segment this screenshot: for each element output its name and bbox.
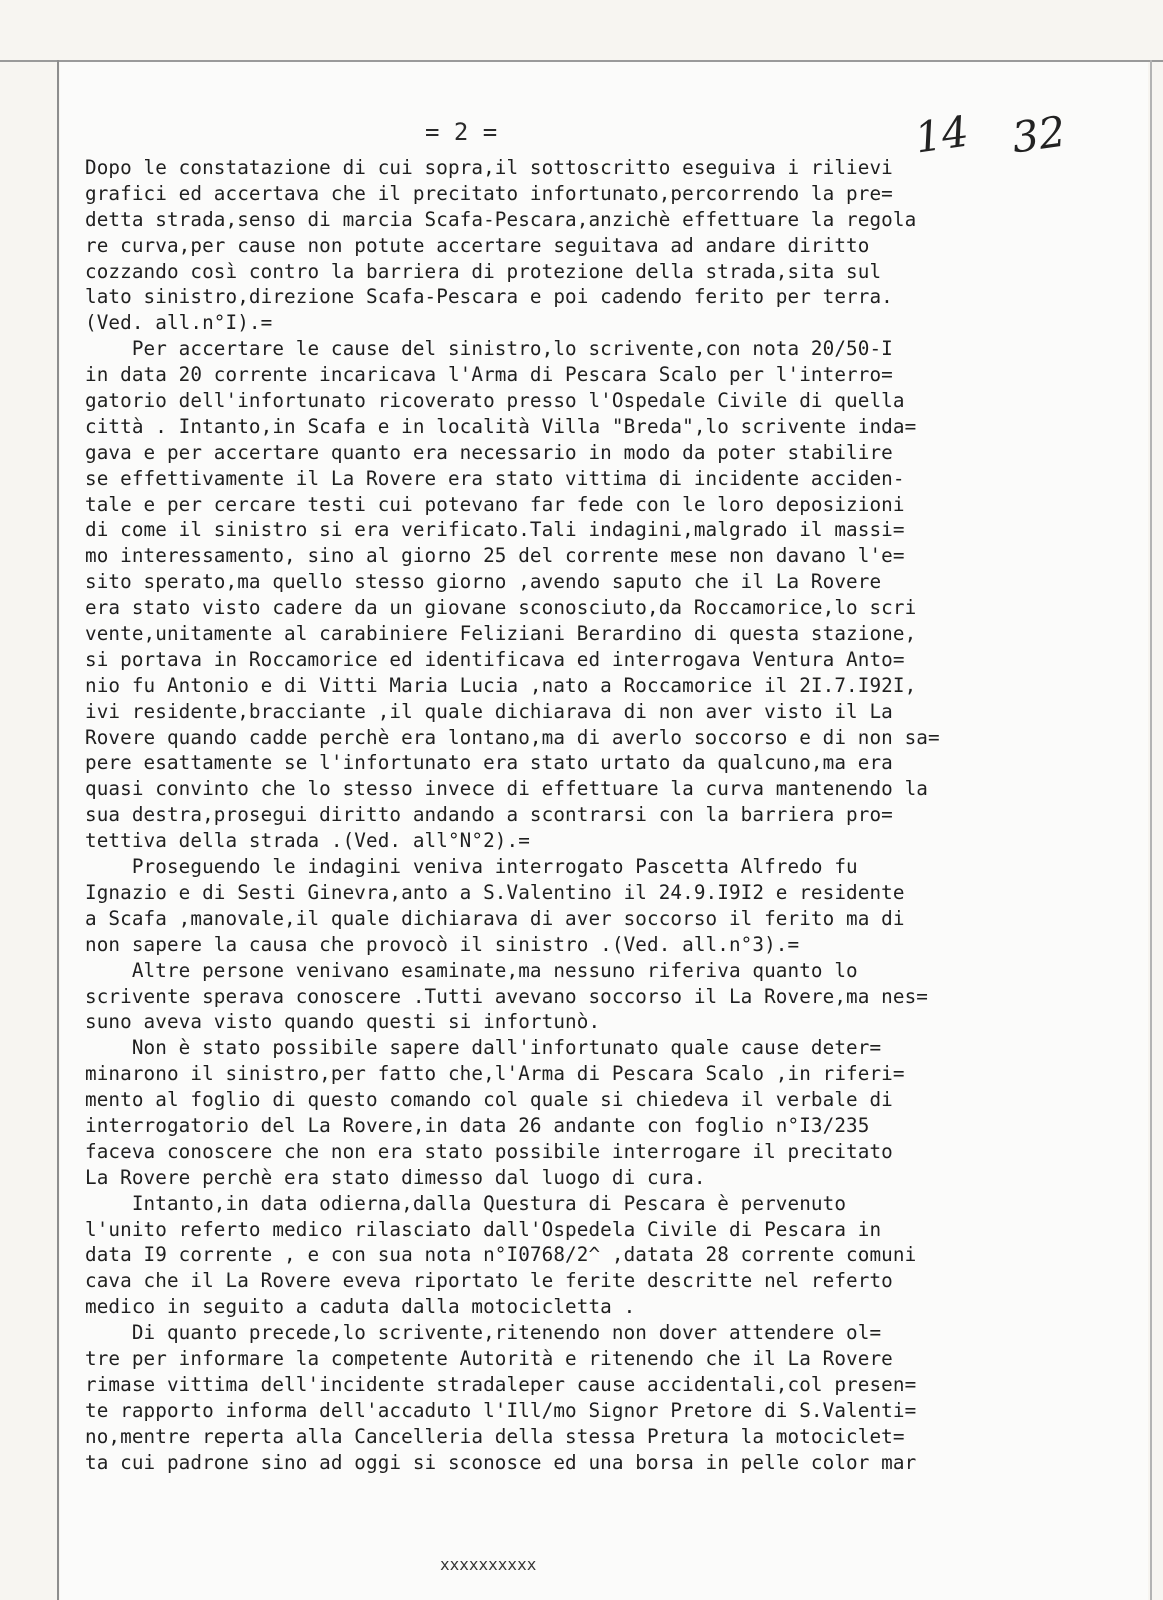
text-line: cava che il La Rovere eveva riportato le ferite descritte nel referto — [85, 1269, 893, 1293]
scan-border-left — [57, 60, 59, 1600]
text-line: era stato visto cadere da un giovane sconosciuto,da Roccamorice,lo scri — [85, 596, 917, 620]
text-line: lato sinistro,direzione Scafa-Pescara e poi cadendo ferito per terra. — [85, 285, 893, 309]
text-line: La Rovere perchè era stato dimesso dal luogo di cura. — [85, 1165, 706, 1189]
text-line: Non è stato possibile sapere dall'infortunato quale cause deter= — [85, 1036, 882, 1060]
text-line: l'unito referto medico rilasciato dall'Ospedela Civile di Pescara in — [85, 1217, 882, 1241]
text-line: minarono il sinistro,per fatto che,l'Arma di Pescara Scalo ,in riferi= — [85, 1062, 905, 1086]
text-line: a Scafa ,manovale,il quale dichiarava di aver soccorso il ferito ma di — [85, 906, 905, 930]
text-line: pere esattamente se l'infortunato era stato urtato da qualcuno,ma era — [85, 751, 893, 775]
text-line: gatorio dell'infortunato ricoverato presso l'Ospedale Civile di quella — [85, 389, 905, 413]
text-line: non sapere la causa che provocò il sinistro .(Ved. all.n°3).= — [85, 932, 800, 956]
text-line: (Ved. all.n°I).= — [85, 311, 273, 335]
text-line: città . Intanto,in Scafa e in località Villa "Breda",lo scrivente inda= — [85, 414, 917, 438]
text-line: no,mentre reperta alla Cancelleria della stessa Pretura la motociclet= — [85, 1424, 905, 1448]
text-line: rimase vittima dell'incidente stradaleper cause accidentali,col presen= — [85, 1372, 917, 1396]
text-line: tale e per cercare testi cui potevano far fede con le loro deposizioni — [85, 492, 905, 516]
text-line: faceva conoscere che non era stato possibile interrogare il precitato — [85, 1139, 893, 1163]
text-line: Ignazio e di Sesti Ginevra,anto a S.Valentino il 24.9.I9I2 e residente — [85, 880, 905, 904]
text-line: ta cui padrone sino ad oggi si sconosce ed una borsa in pelle color mar — [85, 1450, 917, 1474]
text-line: sua destra,prosegui diritto andando a scontrarsi con la barriera pro= — [85, 803, 893, 827]
text-line: Dopo le constatazione di cui sopra,il sottoscritto eseguiva i rilievi — [85, 156, 893, 179]
archive-mark-handwritten: 14 — [911, 106, 972, 163]
text-line: di come il sinistro si era verificato.Tali indagini,malgrado il massi= — [85, 518, 905, 542]
text-line: nio fu Antonio e di Vitti Maria Lucia ,nato a Roccamorice il 2I.7.I92I, — [85, 673, 917, 697]
text-line: suno aveva visto quando questi si infortunò. — [85, 1010, 601, 1034]
text-line: detta strada,senso di marcia Scafa-Pescara,anzichè effettuare la regola — [85, 207, 917, 231]
text-line: interrogatorio del La Rovere,in data 26 andante con foglio n°I3/235 — [85, 1113, 870, 1137]
page-number: = 2 = — [425, 118, 498, 146]
text-line: Intanto,in data odierna,dalla Questura di Pescara è pervenuto — [85, 1191, 847, 1215]
archive-mark-handwritten: 32 — [1008, 106, 1069, 163]
text-line: re curva,per cause non potute accertare seguitava ad andare diritto — [85, 233, 870, 257]
text-line: grafici ed accertava che il precitato infortunato,percorrendo la pre= — [85, 181, 893, 205]
text-line: vente,unitamente al carabiniere Feliziani Berardino di questa stazione, — [85, 622, 917, 646]
text-line: tettiva della strada .(Ved. all°N°2).= — [85, 829, 530, 853]
text-line: quasi convinto che lo stesso invece di effettuare la curva mantenendo la — [85, 777, 928, 801]
text-line: mo interessamento, sino al giorno 25 del corrente mese non davano l'e= — [85, 544, 905, 568]
text-line: medico in seguito a caduta dalla motocicletta . — [85, 1295, 636, 1319]
text-line: Altre persone venivano esaminate,ma nessuno riferiva quanto lo — [85, 958, 858, 982]
crossed-out-text: xxxxxxxxxx — [440, 1555, 537, 1574]
text-line: in data 20 corrente incaricava l'Arma di Pescara Scalo per l'interro= — [85, 363, 893, 387]
text-line: Rovere quando cadde perchè era lontano,ma di averlo soccorso e di non sa= — [85, 725, 940, 749]
text-line: tre per informare la competente Autorità e ritenendo che il La Rovere — [85, 1346, 893, 1370]
text-line: mento al foglio di questo comando col quale si chiedeva il verbale di — [85, 1088, 893, 1112]
text-line: se effettivamente il La Rovere era stato vittima di incidente acciden- — [85, 466, 905, 490]
text-line: scrivente sperava conoscere .Tutti avevano soccorso il La Rovere,ma nes= — [85, 984, 928, 1008]
text-line: Di quanto precede,lo scrivente,ritenendo non dover attendere ol= — [85, 1321, 882, 1345]
scan-border-right — [1150, 60, 1152, 1600]
text-line: te rapporto informa dell'accaduto l'Ill/mo Signor Pretore di S.Valenti= — [85, 1398, 917, 1422]
text-line: Proseguendo le indagini veniva interrogato Pascetta Alfredo fu — [85, 855, 858, 879]
text-line: gava e per accertare quanto era necessario in modo da poter stabilire — [85, 440, 893, 464]
text-line: ivi residente,bracciante ,il quale dichiarava di non aver visto il La — [85, 699, 893, 723]
text-line: data I9 corrente , e con sua nota n°I0768/2^ ,datata 28 corrente comuni — [85, 1243, 917, 1267]
text-line: si portava in Roccamorice ed identificava ed interrogava Ventura Anto= — [85, 647, 905, 671]
text-line: cozzando così contro la barriera di protezione della strada,sita sul — [85, 259, 882, 283]
text-line: Per accertare le cause del sinistro,lo scrivente,con nota 20/50-I — [85, 337, 893, 361]
typed-report-body — [85, 155, 1125, 1475]
text-line: sito sperato,ma quello stesso giorno ,avendo saputo che il La Rovere — [85, 570, 882, 594]
